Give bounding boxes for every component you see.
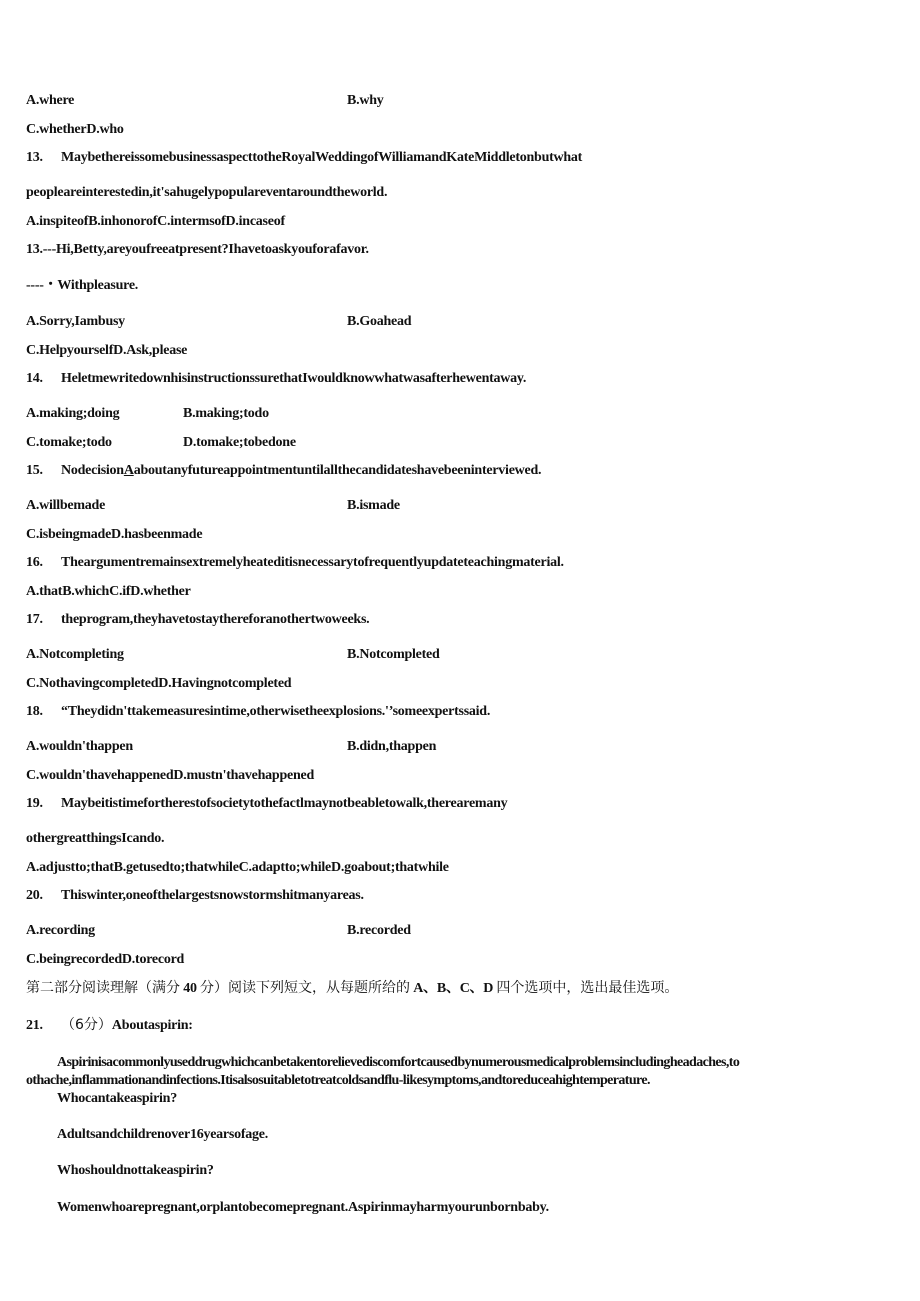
question-number: 14.	[26, 371, 43, 386]
passage-paragraph: Adultsandchildrenover16yearsofage.	[57, 1127, 268, 1142]
option-b: B.Goahead	[347, 314, 412, 329]
question-number: 17.	[26, 612, 43, 627]
question-14	[26, 370, 526, 388]
question-number: 20.	[26, 888, 43, 903]
question-text: Maybeitistimefortherestofsocietytothefactlmaynotbeabletowalk,therearemany	[61, 796, 508, 811]
question-number: 18.	[26, 704, 43, 719]
option-a: A.where	[26, 93, 75, 108]
question-number: 13.	[26, 150, 43, 165]
passage-subheading: Whocantakeaspirin?	[57, 1091, 177, 1106]
dialogue-reply: ----・Withpleasure.	[26, 278, 139, 293]
question-text: Nodecision	[61, 463, 124, 478]
question-text: theprogram,theyhavetostaythereforanothertwoweeks.	[61, 612, 370, 627]
option-b: B.why	[347, 93, 384, 108]
passage-paragraph: othache,inflammationandinfections.Itisalsosuitabletotreatcoldsandflu-likesymptoms,andtoreduceahightemperature.	[26, 1073, 650, 1088]
options-cd: C.wouldn'thavehappenedD.mustn'thavehappened	[26, 768, 314, 783]
options-line: A.thatB.whichC.ifD.whether	[26, 584, 191, 599]
option-a: A.wouldn'thappen	[26, 739, 133, 754]
option-d: D.tomake;tobedone	[183, 435, 296, 450]
option-a: A.Notcompleting	[26, 647, 124, 662]
passage-title: Aboutaspirin:	[111, 1018, 193, 1033]
option-c: C.tomake;todo	[26, 435, 112, 450]
options-line: A.inspiteofB.inhonorofC.intermsofD.incaseof	[26, 214, 285, 229]
passage-paragraph: Aspirinisacommonlyuseddrugwhichcanbetakentorelievediscomfortcausedbynumerousmedicalproblemsincludingheadaches,to	[57, 1055, 740, 1070]
question-text: HeletmewritedownhisinstructionssurethatIwouldknowwhatwasafterhewentaway.	[61, 371, 527, 386]
question-text: Theargumentremainsextremelyheateditisnecessarytofrequentlyupdateteachingmaterial.	[61, 555, 564, 570]
section-heading-text: 分）阅读下列短文，从每题所给的	[200, 980, 410, 996]
question-number: 21.	[26, 1018, 43, 1033]
question-21	[26, 1016, 193, 1035]
option-a: A.Sorry,Iambusy	[26, 314, 125, 329]
question-number: 16.	[26, 555, 43, 570]
question-18	[26, 703, 490, 721]
question-text: “Theydidn'ttakemeasuresintime,otherwisetheexplosions.'’someexpertssaid.	[61, 704, 491, 719]
section-heading-text: 四个选项中，选出最佳选项。	[496, 980, 679, 996]
section-heading	[26, 979, 678, 998]
question-13a	[26, 149, 582, 167]
question-text: Thiswinter,oneofthelargestsnowstormshitmanyareas.	[61, 888, 364, 903]
option-a: A.recording	[26, 923, 95, 938]
question-13a-continued: peopleareinterestedin,it'sahugelypopulareventaroundtheworld.	[26, 185, 388, 200]
options-cd: C.isbeingmadeD.hasbeenmade	[26, 527, 203, 542]
question-text: aboutanyfutureappointmentuntilallthecandidateshavebeeninterviewed.	[133, 463, 542, 478]
section-options: A、B、C、D	[413, 981, 494, 996]
question-score: （6分）	[61, 1017, 112, 1033]
option-a: A.willbemade	[26, 498, 106, 513]
question-17	[26, 611, 369, 629]
passage-subheading: Whoshouldnottakeaspirin?	[57, 1163, 214, 1178]
section-heading-text: 第二部分阅读理解（满分	[26, 980, 180, 996]
question-16	[26, 554, 564, 572]
option-b: B.recorded	[347, 923, 411, 938]
question-20	[26, 887, 364, 905]
options-cd: C.whetherD.who	[26, 122, 124, 137]
option-b: B.making;todo	[183, 406, 269, 421]
option-b: B.Notcompleted	[347, 647, 440, 662]
question-number: 19.	[26, 796, 43, 811]
question-13b: 13.---Hi,Betty,areyoufreeatpresent?Ihavetoaskyouforafavor.	[26, 242, 369, 257]
section-score: 40	[183, 981, 197, 996]
question-text: MaybethereissomebusinessaspecttotheRoyalWeddingofWilliamandKateMiddletonbutwhat	[61, 150, 583, 165]
question-19-continued: othergreatthingsIcando.	[26, 831, 165, 846]
option-a: A.making;doing	[26, 406, 120, 421]
underlined-blank: A	[123, 463, 134, 478]
option-b: B.ismade	[347, 498, 400, 513]
options-cd: C.NothavingcompletedD.Havingnotcompleted	[26, 676, 292, 691]
question-number: 15.	[26, 463, 43, 478]
options-cd: C.HelpyourselfD.Ask,please	[26, 343, 188, 358]
question-19	[26, 795, 507, 813]
options-cd: C.beingrecordedD.torecord	[26, 952, 185, 967]
options-line: A.adjustto;thatB.getusedto;thatwhileC.adaptto;whileD.goabout;thatwhile	[26, 860, 449, 875]
question-15	[26, 462, 541, 480]
passage-paragraph: Womenwhoarepregnant,orplantobecomepregnant.Aspirinmayharmyourunbornbaby.	[57, 1200, 549, 1215]
option-b: B.didn,thappen	[347, 739, 437, 754]
